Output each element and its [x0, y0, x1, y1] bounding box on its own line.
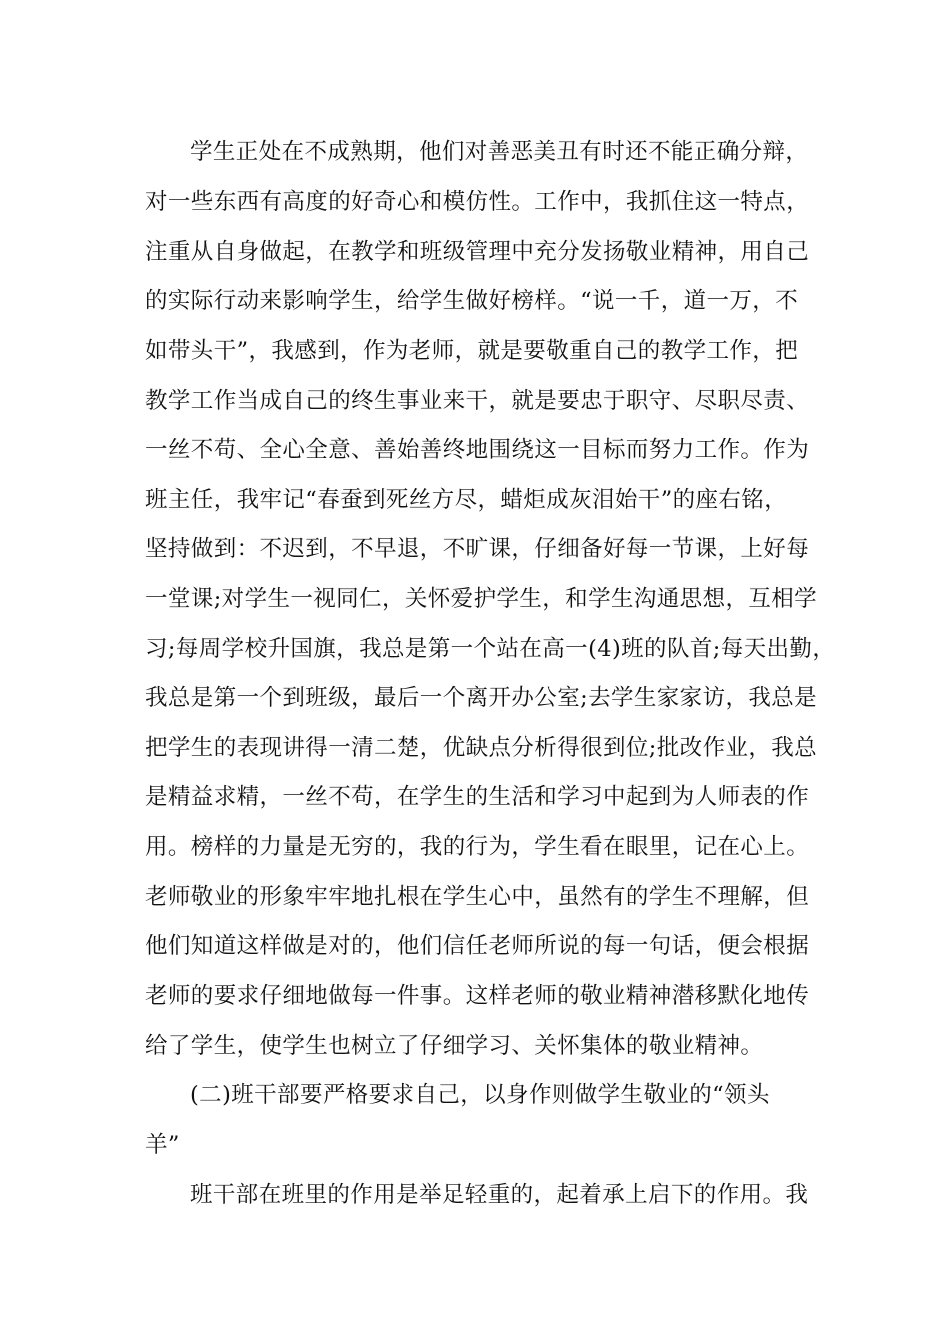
section-heading-line: 羊” [145, 1132, 180, 1158]
paragraph-1-line: 用。榜样的力量是无穷的，我的行为，学生看在眼里，记在心上。 [145, 834, 810, 860]
paragraph-1-line: 把学生的表现讲得一清二楚，优缺点分析得很到位;批改作业，我总 [145, 735, 818, 761]
paragraph-1-line: 如带头干”，我感到，作为老师，就是要敬重自己的教学工作，把 [145, 338, 799, 364]
paragraph-1-line: 习;每周学校升国旗，我总是第一个站在高一(4)班的队首;每天出勤， [145, 636, 836, 662]
paragraph-3-line: 班干部在班里的作用是举足轻重的，起着承上启下的作用。我 [190, 1182, 809, 1208]
paragraph-1-line: 坚持做到：不迟到，不早退，不旷课，仔细备好每一节课，上好每 [145, 536, 810, 562]
paragraph-1-line: 给了学生，使学生也树立了仔细学习、关怀集体的敬业精神。 [145, 1033, 764, 1059]
paragraph-1-line: 教学工作当成自己的终生事业来干，就是要忠于职守、尽职尽责、 [145, 388, 810, 414]
paragraph-1-line: 老师的要求仔细地做每一件事。这样老师的敬业精神潜移默化地传 [145, 983, 810, 1009]
paragraph-1-line: 是精益求精，一丝不苟，在学生的生活和学习中起到为人师表的作 [145, 784, 810, 810]
paragraph-1-line: 我总是第一个到班级，最后一个离开办公室;去学生家家访，我总是 [145, 685, 818, 711]
paragraph-1-line: 学生正处在不成熟期，他们对善恶美丑有时还不能正确分辩， [190, 139, 809, 165]
paragraph-1-line: 老师敬业的形象牢牢地扎根在学生心中，虽然有的学生不理解，但 [145, 884, 810, 910]
paragraph-1-line: 注重从自身做起，在教学和班级管理中充分发扬敬业精神，用自己 [145, 239, 810, 265]
paragraph-1-line: 一丝不苟、全心全意、善始善终地围绕这一目标而努力工作。作为 [145, 437, 810, 463]
paragraph-1-line: 他们知道这样做是对的，他们信任老师所说的每一句话，便会根据 [145, 933, 810, 959]
paragraph-1-line: 的实际行动来影响学生，给学生做好榜样。“说一千，道一万，不 [145, 288, 799, 314]
paragraph-1-line: 对一些东西有高度的好奇心和模仿性。工作中，我抓住这一特点， [145, 189, 810, 215]
section-heading-line: (二)班干部要严格要求自己，以身作则做学生敬业的“领头 [190, 1082, 770, 1108]
paragraph-1-line: 班主任，我牢记“春蚕到死丝方尽，蜡炬成灰泪始干”的座右铭， [145, 487, 788, 513]
paragraph-1-line: 一堂课;对学生一视同仁，关怀爱护学生，和学生沟通思想，互相学 [145, 586, 818, 612]
